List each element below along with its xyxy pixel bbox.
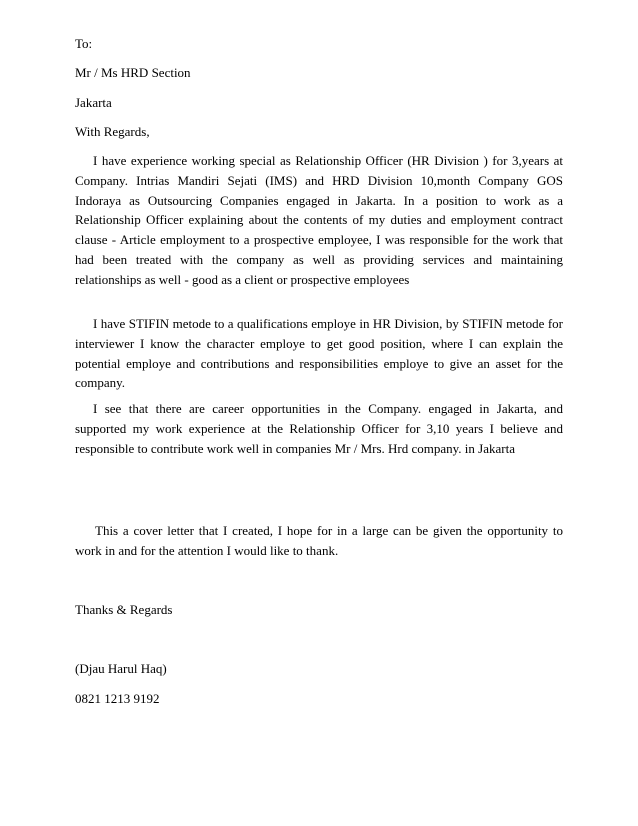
greeting: With Regards,	[75, 124, 150, 139]
recipient: Mr / Ms HRD Section	[75, 65, 191, 80]
body-paragraph-stifin: I have STIFIN metode to a qualifications employe in HR Division, by STIFIN metode for interviewer I know the character employe to get good position, where I can explain the potential employe and contributions and responsibilities employe to give an asset for the company.	[75, 316, 563, 391]
body-paragraph-experience: I have experience working special as Relationship Officer (HR Division ) for 3,years at Company. Intrias Mandiri Sejati (IMS) and HRD Division 10,month Company GOS Indoraya as Outsourcing Companies engaged in Jakarta. In a position to work as a Relationship Officer explaining about the contents of my duties and employment contract clause - Article employment to a prospective employee, I was responsible for the work that had been treated with the company as well as providing services and maintaining relationships as well - good as a client or prospective employees	[75, 153, 563, 287]
signature-name: (Djau Harul Haq)	[75, 661, 167, 676]
body-paragraph-thanks: This a cover letter that I created, I hope for in a large can be given the opportunity to work in and for the attention I would like to thank.	[75, 523, 563, 558]
closing: Thanks & Regards	[75, 602, 173, 617]
to-label: To:	[75, 36, 93, 51]
phone-number: 0821 1213 9192	[75, 691, 160, 706]
body-paragraph-career: I see that there are career opportunities in the Company. engaged in Jakarta, and supported my work experience at the Relationship Officer for 3,10 years I believe and responsible to contribute work well in companies Mr / Mrs. Hrd company. in Jakarta	[75, 401, 563, 456]
city: Jakarta	[75, 95, 112, 110]
